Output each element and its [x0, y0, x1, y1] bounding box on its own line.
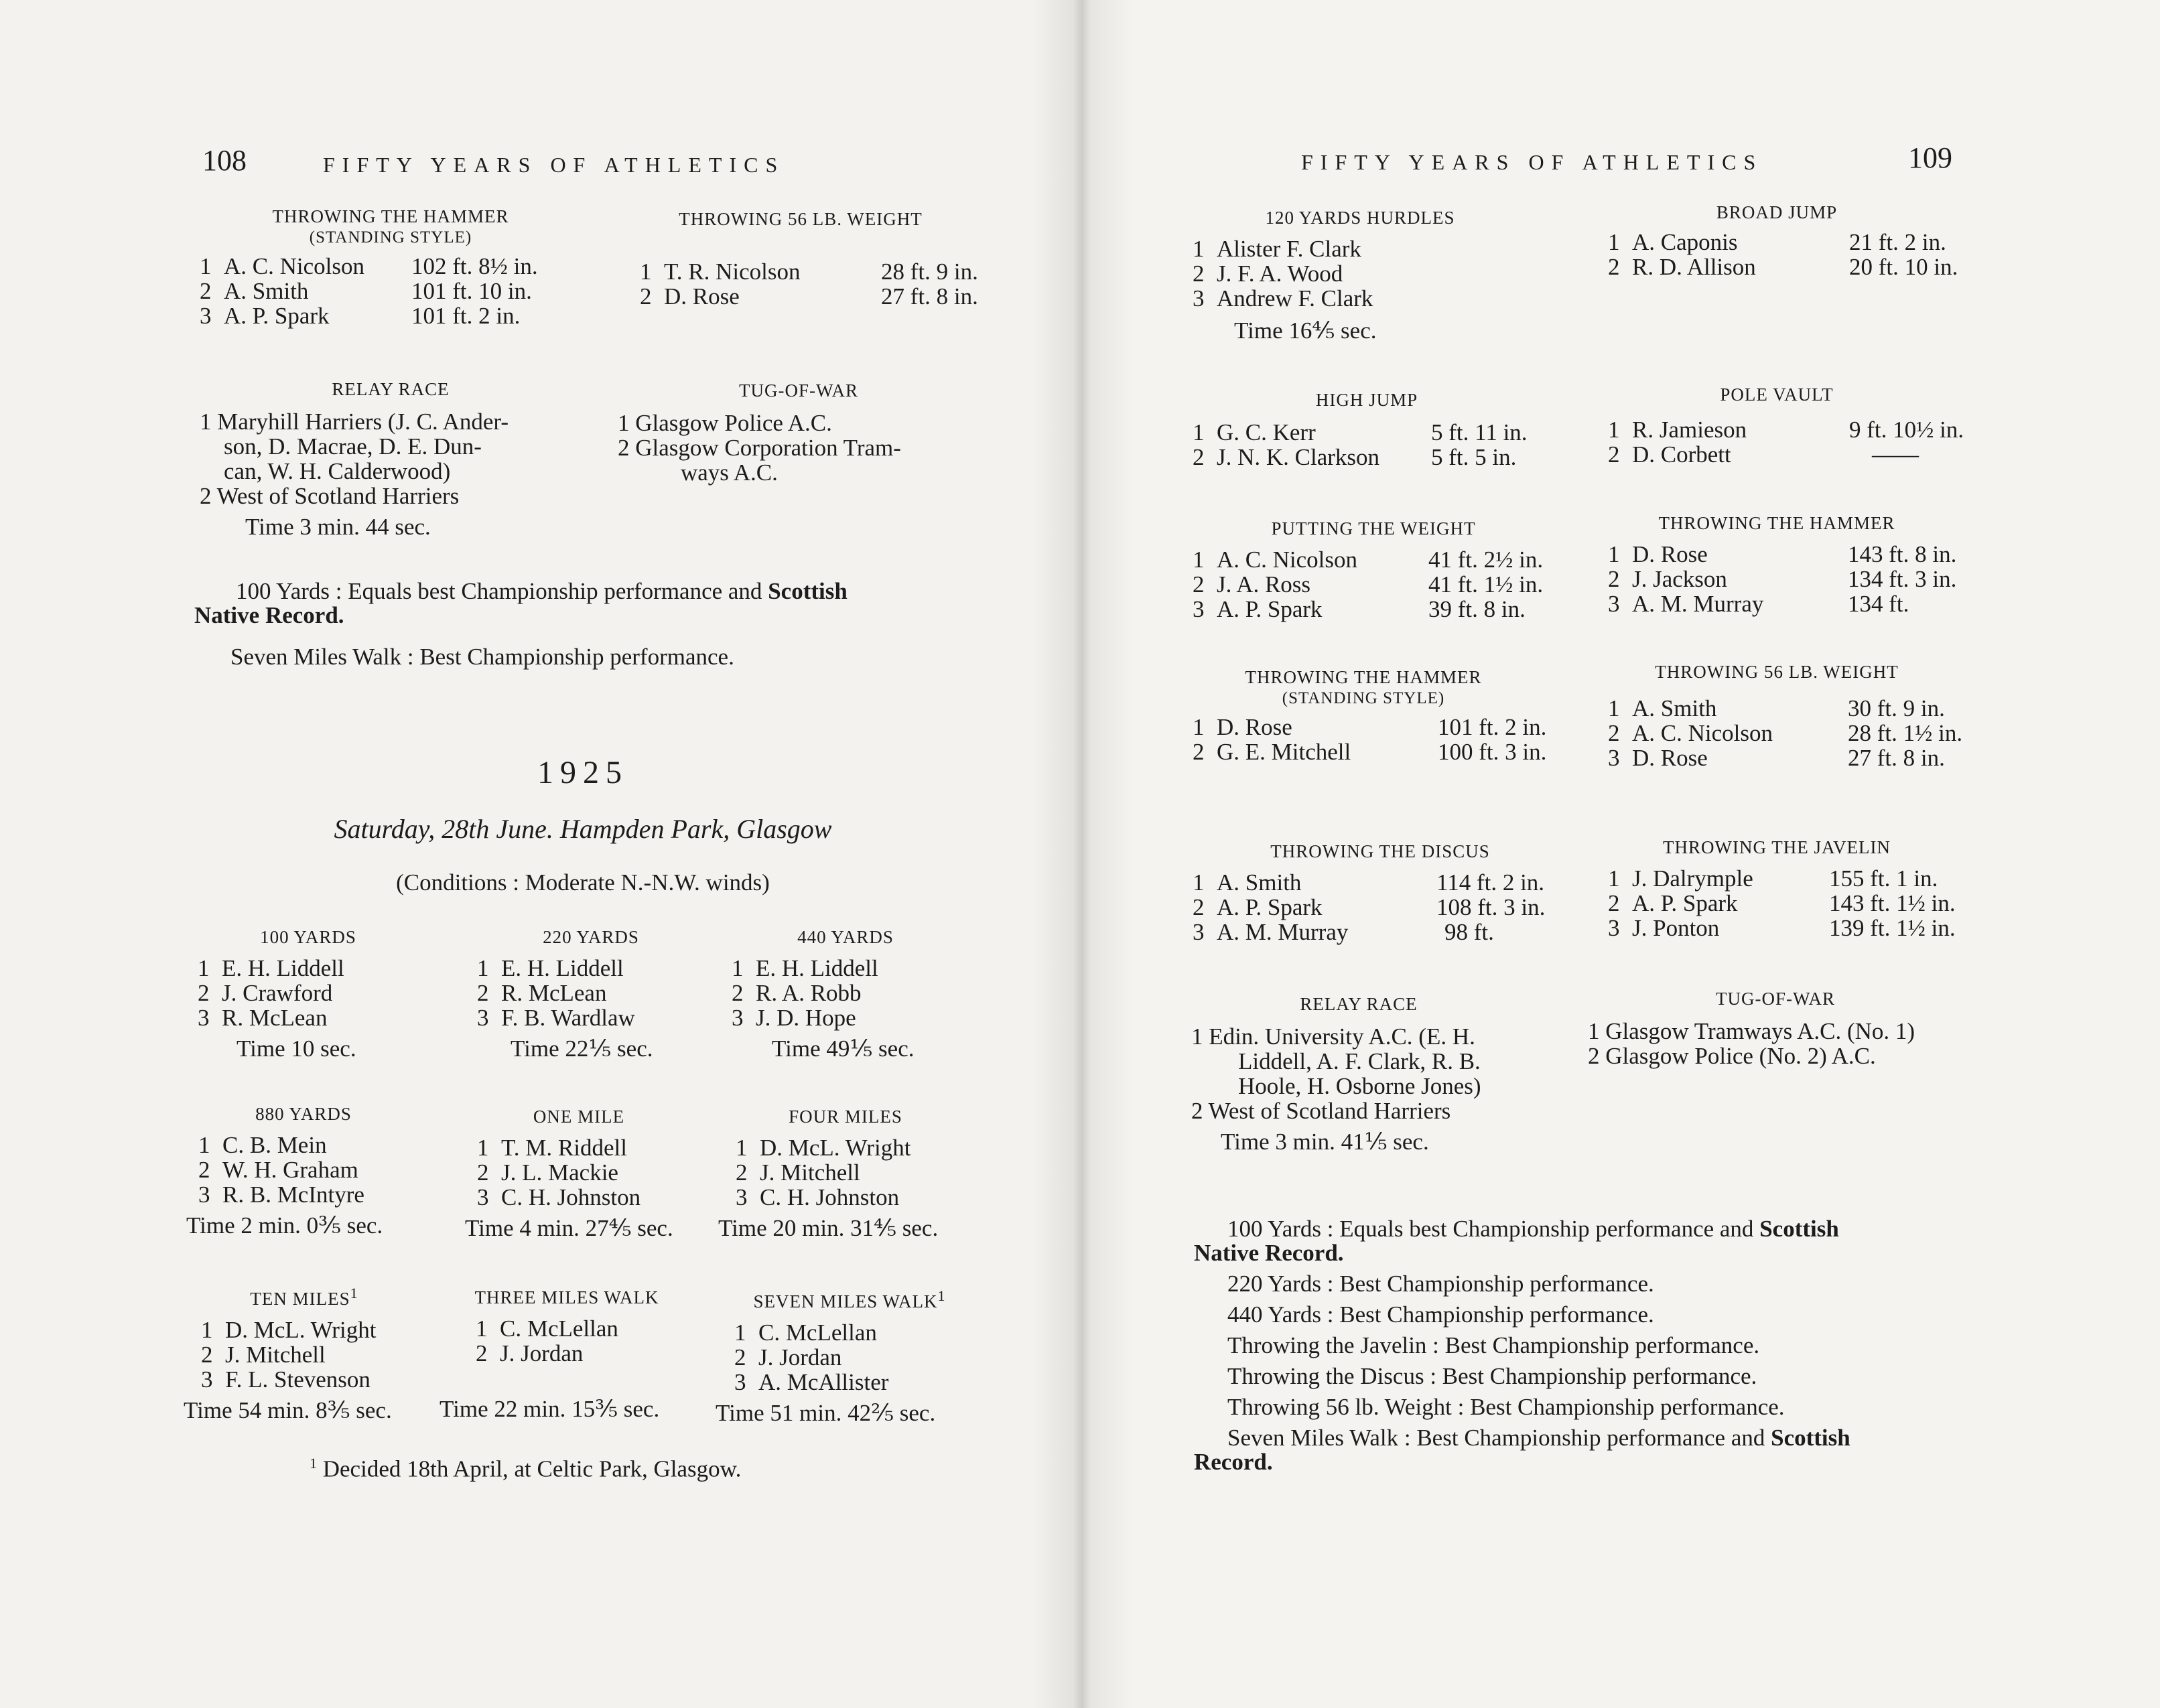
result-row: 2 R. A. Robb	[732, 980, 862, 1006]
event-title: 120 YARDS HURDLES	[1265, 208, 1455, 228]
relay-line: 1 Maryhill Harriers (J. C. Ander-	[200, 409, 509, 435]
event-tug-of-war	[618, 380, 980, 485]
result-row: 2 J. Jordan	[734, 1344, 842, 1370]
result-row: 2 J. Crawford	[198, 980, 333, 1006]
page-number: 109	[1908, 141, 1952, 174]
result-row: 3 C. H. Johnston	[736, 1184, 900, 1210]
result-row: 2 R. D. Allison 20 ft. 10 in.	[1608, 254, 1958, 280]
event-title: 440 YARDS	[797, 927, 894, 947]
event-title: RELAY RACE	[332, 379, 450, 399]
event-tug-of-war	[1588, 989, 1976, 1068]
result-row: 1 R. Jamieson 9 ft. 10½ in.	[1608, 417, 1964, 443]
result-row: 2 A. P. Spark 108 ft. 3 in.	[1193, 894, 1546, 920]
result-row: 2 J. Jordan	[476, 1340, 584, 1366]
event-hammer-standing	[1193, 667, 1568, 764]
result-row: 1 A. C. Nicolson 41 ft. 2½ in.	[1193, 547, 1544, 573]
event-title: HIGH JUMP	[1315, 390, 1418, 410]
event-broad-jump	[1596, 202, 1971, 279]
event-title: 100 YARDS	[260, 927, 356, 947]
result-row: 2 A. Smith 101 ft. 10 in.	[200, 278, 532, 304]
result-row: 2 D. Corbett ——	[1608, 441, 1919, 468]
result-row: 3 J. Ponton 139 ft. 1½ in.	[1608, 915, 1956, 941]
result-row: 1 C. McLellan	[476, 1315, 618, 1342]
result-row: 1 A. Smith 114 ft. 2 in.	[1193, 869, 1545, 896]
result-row: 1 Alister F. Clark	[1193, 236, 1361, 262]
event-title: THROWING THE HAMMER	[272, 206, 509, 226]
relay-line: son, D. Macrae, D. E. Dun-	[224, 433, 482, 459]
result-row: 2 J. Mitchell	[736, 1159, 860, 1186]
event-putting-the-weight	[1193, 518, 1568, 622]
tug-line: 1 Glasgow Tramways A.C. (No. 1)	[1588, 1018, 1915, 1044]
event-title: TUG-OF-WAR	[739, 380, 858, 401]
event-time: Time 54 min. 8⅗ sec.	[184, 1397, 392, 1423]
result-row: 1 A. Smith 30 ft. 9 in.	[1608, 695, 1945, 721]
event-weight-56	[640, 209, 988, 309]
tug-line: 2 Glasgow Corporation Tram-	[618, 435, 901, 461]
event-title: PUTTING THE WEIGHT	[1271, 518, 1476, 539]
result-row: 1 C. McLellan	[734, 1320, 877, 1346]
event-time: Time 4 min. 27⅘ sec.	[465, 1215, 673, 1241]
event-relay	[1191, 994, 1580, 1155]
result-row: 3 D. Rose 27 ft. 8 in.	[1608, 745, 1945, 771]
footnote-ref: 1	[350, 1285, 358, 1301]
note-line: Throwing the Javelin : Best Championship performance.	[1227, 1332, 1760, 1358]
event-title: ONE MILE	[533, 1107, 625, 1127]
event-title: THROWING THE HAMMER	[1245, 667, 1482, 687]
note-line: Throwing the Discus : Best Championship performance.	[1227, 1363, 1757, 1389]
event-four-miles	[718, 1107, 986, 1242]
page-number: 108	[202, 144, 247, 177]
event-ten-miles	[184, 1285, 438, 1424]
note-line: 220 Yards : Best Championship performance.	[1227, 1271, 1654, 1297]
tug-line: 2 Glasgow Police (No. 2) A.C.	[1588, 1043, 1876, 1069]
note-line: 100 Yards : Equals best Championship performance and Scottish	[1227, 1216, 1839, 1242]
result-row: 1 A. C. Nicolson 102 ft. 8½ in.	[200, 253, 538, 279]
footnote: $^1$ Decided 18th April, at Celtic Park, Glasgow.	[310, 1455, 742, 1482]
event-title: POLE VAULT	[1720, 384, 1834, 405]
result-row: 2 G. E. Mitchell 100 ft. 3 in.	[1193, 739, 1547, 765]
result-row: 3 A. P. Spark 39 ft. 8 in.	[1193, 596, 1526, 622]
tug-line: ways A.C.	[681, 459, 778, 486]
event-time: Time 22⅕ sec.	[511, 1036, 653, 1062]
relay-line: 2 West of Scotland Harriers	[1191, 1098, 1451, 1124]
event-hammer-standing	[200, 206, 582, 328]
result-row: 2 J. A. Ross 41 ft. 1½ in.	[1193, 571, 1544, 597]
tug-line: 1 Glasgow Police A.C.	[618, 410, 832, 436]
result-row: 3 C. H. Johnston	[477, 1184, 641, 1210]
note-line: Native Record.	[1194, 1240, 1344, 1266]
result-row: 2 W. H. Graham	[198, 1157, 358, 1183]
note-line: Throwing 56 lb. Weight : Best Championship performance.	[1227, 1394, 1785, 1420]
result-row: 1 T. M. Riddell	[477, 1135, 627, 1161]
event-title: TUG-OF-WAR	[1716, 989, 1835, 1009]
result-row: 3 J. D. Hope	[732, 1005, 856, 1031]
venue-line: Saturday, 28th June. Hampden Park, Glasgow	[334, 814, 832, 844]
event-title: THROWING 56 LB. WEIGHT	[679, 209, 923, 229]
running-head: FIFTY YEARS OF ATHLETICS	[1301, 150, 1763, 174]
relay-line: 1 Edin. University A.C. (E. H.	[1191, 1023, 1475, 1050]
result-row: 1 G. C. Kerr 5 ft. 11 in.	[1193, 419, 1528, 445]
year-heading: 1925	[537, 755, 628, 790]
result-row: 1 E. H. Liddell	[732, 955, 878, 981]
result-row: 3 R. McLean	[198, 1005, 328, 1031]
result-row: 2 J. N. K. Clarkson 5 ft. 5 in.	[1193, 444, 1517, 470]
result-row: 1 C. B. Mein	[198, 1132, 327, 1158]
result-row: 1 A. Caponis 21 ft. 2 in.	[1608, 229, 1946, 255]
record-notes	[194, 577, 985, 671]
result-row: 1 E. H. Liddell	[477, 955, 624, 981]
result-row: 3 A. M. Murray 98 ft.	[1193, 919, 1494, 945]
event-title: THROWING 56 LB. WEIGHT	[1655, 662, 1899, 682]
event-one-mile	[465, 1107, 720, 1242]
event-pole-vault	[1596, 384, 1971, 467]
result-row: 3 A. McAllister	[734, 1369, 889, 1395]
note-line: Record.	[1194, 1449, 1273, 1475]
event-time: Time 10 sec.	[237, 1036, 356, 1062]
result-row: 2 J. Jackson 134 ft. 3 in.	[1608, 566, 1957, 592]
relay-line: can, W. H. Calderwood)	[224, 458, 451, 484]
result-row: 3 A. P. Spark 101 ft. 2 in.	[200, 303, 521, 329]
result-row: 2 R. McLean	[477, 980, 607, 1006]
result-row: 1 J. Dalrymple 155 ft. 1 in.	[1608, 865, 1938, 892]
right-page	[1080, 0, 2160, 1708]
event-seven-miles-walk	[716, 1287, 990, 1427]
event-subtitle: (STANDING STYLE)	[309, 228, 472, 246]
event-throwing-the-hammer	[1596, 513, 1971, 616]
event-title: SEVEN MILES WALK$^1$	[753, 1287, 946, 1311]
result-row: 2 J. Mitchell	[201, 1342, 326, 1368]
event-time: Time 2 min. 0⅗ sec.	[186, 1212, 383, 1238]
result-row: 1 D. McL. Wright	[736, 1135, 911, 1161]
event-three-miles-walk	[440, 1287, 701, 1423]
conditions-line: (Conditions : Moderate N.-N.W. winds)	[396, 869, 770, 896]
event-title: FOUR MILES	[789, 1107, 902, 1127]
event-time: Time 49⅕ sec.	[772, 1036, 915, 1062]
relay-line: 2 West of Scotland Harriers	[200, 483, 460, 509]
event-subtitle: (STANDING STYLE)	[1282, 689, 1445, 707]
result-row: 1 T. R. Nicolson 28 ft. 9 in.	[640, 259, 978, 285]
result-row: 2 D. Rose 27 ft. 8 in.	[640, 283, 978, 309]
event-100-yards	[198, 927, 419, 1062]
result-row: 3 F. B. Wardlaw	[477, 1005, 635, 1031]
event-throwing-the-discus	[1193, 841, 1568, 944]
record-notes	[1194, 1214, 2065, 1478]
event-title: THROWING THE JAVELIN	[1663, 837, 1891, 857]
footnote-ref: 1	[937, 1287, 946, 1304]
result-row: 2 A. P. Spark 143 ft. 1½ in.	[1608, 890, 1956, 916]
event-time: Time 3 min. 41⅕ sec.	[1221, 1129, 1429, 1155]
event-title: THROWING THE HAMMER	[1658, 513, 1895, 533]
note-line: Seven Miles Walk : Best Championship performance and Scottish	[1227, 1425, 1850, 1451]
event-relay	[200, 379, 602, 541]
event-title: THREE MILES WALK	[474, 1287, 659, 1307]
result-row: 2 J. F. A. Wood	[1193, 261, 1343, 287]
event-title: 880 YARDS	[255, 1104, 352, 1124]
result-row: 3 R. B. McIntyre	[198, 1182, 364, 1208]
note-line: 100 Yards : Equals best Championship performance and Scottish	[236, 578, 848, 604]
event-title: THROWING THE DISCUS	[1270, 841, 1490, 861]
event-throwing-the-javelin	[1596, 837, 1971, 940]
event-title: RELAY RACE	[1300, 994, 1418, 1014]
note-line: 440 Yards : Best Championship performance.	[1227, 1301, 1654, 1328]
event-220-yards	[477, 927, 705, 1062]
relay-line: Liddell, A. F. Clark, R. B.	[1238, 1048, 1481, 1074]
event-time: Time 3 min. 44 sec.	[245, 514, 431, 540]
result-row: 3 F. L. Stevenson	[201, 1366, 370, 1393]
event-time: Time 16⅘ sec.	[1234, 317, 1377, 344]
event-440-yards	[732, 927, 986, 1062]
result-row: 1 D. Rose 143 ft. 8 in.	[1608, 541, 1957, 567]
result-row: 1 D. Rose 101 ft. 2 in.	[1193, 714, 1547, 740]
event-880-yards	[186, 1104, 427, 1239]
note-line: Native Record.	[194, 602, 344, 628]
result-row: 1 D. McL. Wright	[201, 1317, 377, 1343]
event-time: Time 51 min. 42⅖ sec.	[716, 1400, 936, 1426]
event-time: Time 20 min. 31⅘ sec.	[718, 1215, 939, 1241]
result-row: 1 E. H. Liddell	[198, 955, 344, 981]
event-weight-56	[1596, 662, 1971, 770]
result-row: 2 A. C. Nicolson 28 ft. 1½ in.	[1608, 720, 1963, 746]
event-title: BROAD JUMP	[1716, 202, 1838, 222]
result-row: 3 Andrew F. Clark	[1193, 285, 1373, 311]
event-time: Time 22 min. 15⅗ sec.	[440, 1396, 660, 1422]
result-row: 2 J. L. Mackie	[477, 1159, 618, 1186]
event-120-yards-hurdles	[1193, 208, 1554, 344]
event-title: TEN MILES$^1$	[250, 1285, 358, 1309]
running-head: FIFTY YEARS OF ATHLETICS	[323, 153, 785, 177]
event-title: 220 YARDS	[543, 927, 639, 947]
result-row: 3 A. M. Murray 134 ft.	[1608, 591, 1909, 617]
event-high-jump	[1193, 390, 1568, 470]
note-line: Seven Miles Walk : Best Championship performance.	[230, 644, 734, 670]
relay-line: Hoole, H. Osborne Jones)	[1238, 1073, 1481, 1099]
